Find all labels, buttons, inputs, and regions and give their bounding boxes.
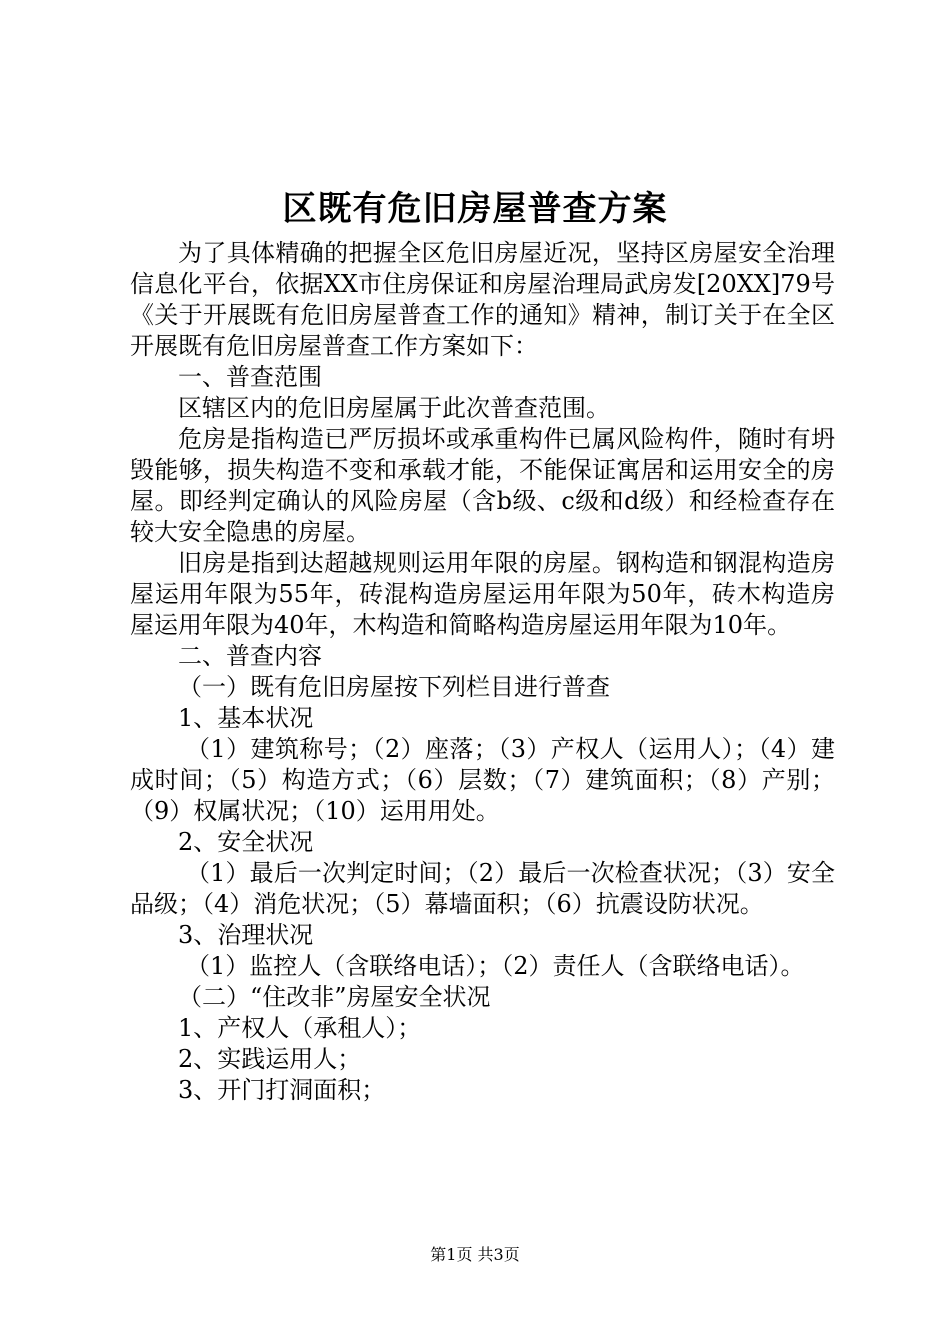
item-heading: 1、基本状况 (178, 704, 314, 732)
paragraph: 危房是指构造已严厉损坏或承重构件已属风险构件，随时有坍毁能够，损失构造不变和承载才能，不能保证寓居和运用安全的房屋。即经判定确认的风险房屋（含b级、c级和d级）和经检查存在较大安全隐患的房屋。 (130, 425, 835, 546)
paragraph: 区辖区内的危旧房屋属于此次普查范围。 (178, 394, 610, 422)
item-heading: 2、安全状况 (178, 828, 314, 856)
document-title: 区既有危旧房屋普查方案 (282, 189, 668, 229)
section-heading-scope: 一、普查范围 (178, 363, 322, 391)
section-heading-content: 二、普查内容 (178, 642, 322, 670)
list-item: 2、实践运用人； (178, 1045, 362, 1073)
paragraph: 旧房是指到达超越规则运用年限的房屋。钢构造和钢混构造房屋运用年限为55年，砖混构造房屋运用年限为50年，砖木构造房屋运用年限为40年，木构造和简略构造房屋运用年限为10年。 (130, 549, 835, 639)
subsection-heading: （一）既有危旧房屋按下列栏目进行普查 (178, 673, 610, 701)
document-body (130, 238, 835, 1106)
item-list: （1）最后一次判定时间；（2）最后一次检查状况；（3）安全品级；（4）消危状况；（5）幕墙面积；（6）抗震设防状况。 (130, 859, 835, 918)
list-item: 3、开门打洞面积； (178, 1076, 386, 1104)
page-footer: 第1页 共3页 (430, 1245, 520, 1264)
subsection-heading: （二）“住改非”房屋安全状况 (178, 983, 491, 1011)
intro-paragraph: 为了具体精确的把握全区危旧房屋近况，坚持区房屋安全治理信息化平台，依据XX市住房保证和房屋治理局武房发[20XX]79号《关于开展既有危旧房屋普查工作的通知》精神，制订关于在全区开展既有危旧房屋普查工作方案如下： (130, 239, 835, 360)
list-item: 1、产权人（承租人）； (178, 1014, 422, 1042)
item-heading: 3、治理状况 (178, 921, 314, 949)
item-list: （1）监控人（含联络电话）；（2）责任人（含联络电话）。 (186, 952, 805, 980)
item-list: （1）建筑称号；（2）座落；（3）产权人（运用人）；（4）建成时间；（5）构造方式；（6）层数；（7）建筑面积；（8）产别；（9）权属状况；（10）运用用处。 (130, 735, 835, 825)
